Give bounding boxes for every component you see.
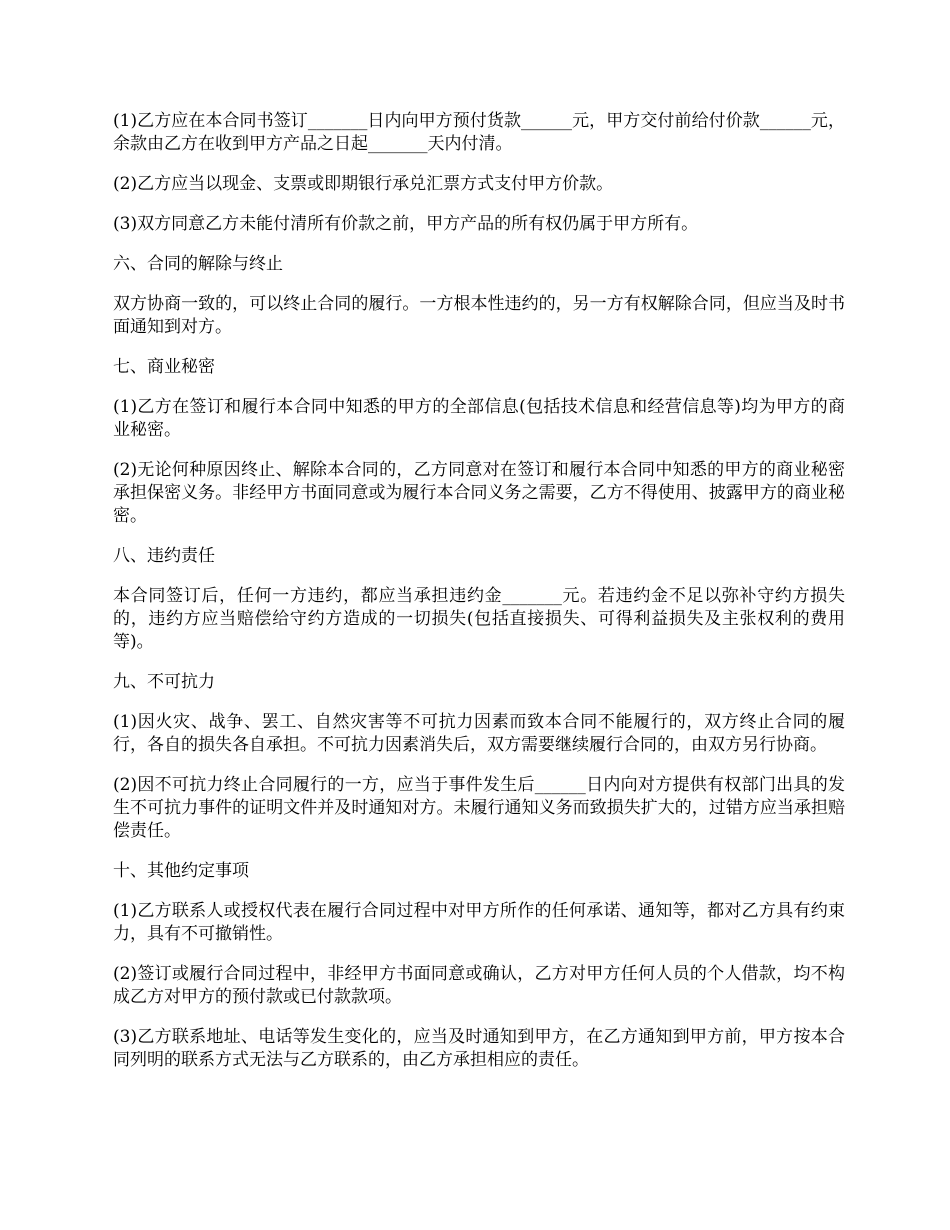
- secret-clause-1: (1)乙方在签订和履行本合同中知悉的甲方的全部信息(包括技术信息和经营信息等)均为甲方的商业秘密。: [113, 397, 845, 440]
- section-10-heading: 十、其他约定事项: [113, 861, 249, 881]
- liability-clause: 本合同签订后，任何一方违约，都应当承担违约金_______元。若违约金不足以弥补守约方损失的，违约方应当赔偿给守约方造成的一切损失(包括直接损失、可得利益损失及主张权利的费用等)。: [113, 586, 845, 652]
- document-body: [113, 110, 845, 1089]
- section-7-heading: 七、商业秘密: [113, 357, 215, 377]
- secret-clause-2: (2)无论何种原因终止、解除本合同的，乙方同意对在签订和履行本合同中知悉的甲方的商业秘密承担保密义务。非经甲方书面同意或为履行本合同义务之需要，乙方不得使用、披露甲方的商业秘密。: [113, 460, 845, 526]
- section-6-heading: 六、合同的解除与终止: [113, 254, 283, 274]
- payment-clause-2: (2)乙方应当以现金、支票或即期银行承兑汇票方式支付甲方价款。: [113, 174, 614, 194]
- other-clause-2: (2)签订或履行合同过程中，非经甲方书面同意或确认，乙方对甲方任何人员的个人借款，均不构成乙方对甲方的预付款或已付款款项。: [113, 964, 845, 1007]
- other-clause-1: (1)乙方联系人或授权代表在履行合同过程中对甲方所作的任何承诺、通知等，都对乙方具有约束力，具有不可撤销性。: [113, 901, 845, 944]
- force-majeure-clause-1: (1)因火灾、战争、罢工、自然灾害等不可抗力因素而致本合同不能履行的，双方终止合同的履行，各自的损失各自承担。不可抗力因素消失后，双方需要继续履行合同的，由双方另行协商。: [113, 712, 845, 755]
- force-majeure-clause-2: (2)因不可抗力终止合同履行的一方，应当于事件发生后______日内向对方提供有权部门出具的发生不可抗力事件的证明文件并及时通知对方。未履行通知义务而致损失扩大的，过错方应当承担赔偿责任。: [113, 775, 845, 841]
- payment-clause-3: (3)双方同意乙方未能付清所有价款之前，甲方产品的所有权仍属于甲方所有。: [113, 214, 699, 234]
- termination-clause: 双方协商一致的，可以终止合同的履行。一方根本性违约的，另一方有权解除合同，但应当及时书面通知到对方。: [113, 294, 845, 337]
- payment-clause-1: (1)乙方应在本合同书签订_______日内向甲方预付货款______元，甲方交付前给付价款______元，余款由乙方在收到甲方产品之日起_______天内付清。: [113, 111, 845, 154]
- section-8-heading: 八、违约责任: [113, 546, 215, 566]
- other-clause-3: (3)乙方联系地址、电话等发生变化的，应当及时通知到甲方，在乙方通知到甲方前，甲方按本合同列明的联系方式无法与乙方联系的，由乙方承担相应的责任。: [113, 1027, 845, 1070]
- section-9-heading: 九、不可抗力: [113, 672, 215, 692]
